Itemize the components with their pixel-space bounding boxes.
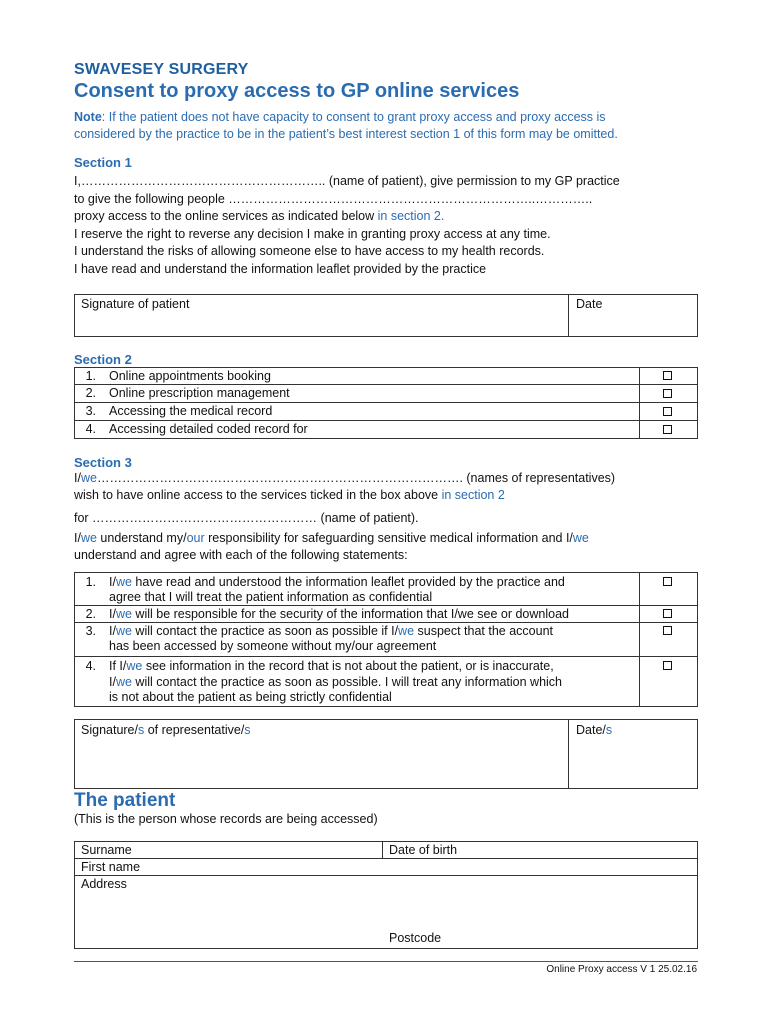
- we-text: we: [80, 471, 97, 485]
- statements-table-divider: [639, 572, 640, 707]
- statement-number: 2.: [85, 607, 96, 621]
- service-number: 4.: [85, 422, 96, 436]
- statement-4-line-1: [109, 659, 554, 673]
- we-text: we: [115, 575, 132, 589]
- responsibility-text: responsibility for safeguarding sensitive medical information and I/: [204, 531, 573, 545]
- signature-divider: [568, 294, 569, 337]
- services-row-line: [74, 402, 698, 403]
- statement-text: will contact the practice as soon as possible. I will treat any information which: [131, 675, 562, 689]
- we-text: we: [115, 624, 132, 638]
- we-text: we: [126, 659, 143, 673]
- statement-text: suspect that the account: [414, 624, 554, 638]
- section-3-line-4: [74, 530, 589, 548]
- checkbox-medical-record[interactable]: [663, 407, 672, 416]
- services-row-line: [74, 420, 698, 421]
- service-coded-record: Accessing detailed coded record for: [109, 422, 308, 436]
- date-text: Date/: [576, 723, 606, 737]
- statement-3-line-2: has been accessed by someone without my/our agreement: [109, 639, 437, 653]
- checkbox-statement-3[interactable]: [663, 626, 672, 635]
- section-2-heading: Section 2: [74, 352, 132, 367]
- service-number: 3.: [85, 404, 96, 418]
- date-of-birth-label[interactable]: Date of birth: [389, 843, 458, 857]
- we-text: we: [80, 531, 97, 545]
- checkbox-coded-record[interactable]: [663, 425, 672, 434]
- note-label: Note: [74, 110, 102, 124]
- section-3-line-5: understand and agree with each of the following statements:: [74, 548, 408, 562]
- checkbox-online-prescription[interactable]: [663, 389, 672, 398]
- statement-3-line-1: [109, 624, 553, 638]
- patient-date-label: Date: [576, 297, 603, 311]
- patient-signature-label: Signature of patient: [81, 297, 190, 311]
- services-table-divider: [639, 367, 640, 439]
- i-slash: I/: [74, 531, 81, 545]
- i-slash: I/: [109, 607, 116, 621]
- footer-rule: [74, 961, 698, 962]
- note: [74, 109, 618, 143]
- checkbox-statement-4[interactable]: [663, 661, 672, 670]
- statement-1-line-2: agree that I will treat the patient information as confidential: [109, 590, 433, 604]
- statement-4-line-2: [109, 675, 562, 689]
- statements-row-line: [74, 656, 698, 657]
- address-label[interactable]: Address: [81, 877, 127, 891]
- surname-label[interactable]: Surname: [81, 843, 132, 857]
- section-3-line-1: [74, 470, 615, 488]
- rep-signature-divider: [568, 719, 569, 789]
- service-online-appointments: Online appointments booking: [109, 369, 271, 383]
- section-1-line-3: [74, 208, 620, 226]
- representative-date-label: [576, 723, 612, 737]
- section-1-line-6: I have read and understand the information leaflet provided by the practice: [74, 261, 487, 276]
- representative-signature-label: [81, 723, 251, 737]
- checkbox-online-appointments[interactable]: [663, 371, 672, 380]
- section-3-line-3: for ……………………………………………… (name of patient).: [74, 511, 419, 525]
- i-slash: I/: [109, 575, 116, 589]
- checkbox-statement-2[interactable]: [663, 609, 672, 618]
- statement-number: 1.: [85, 575, 96, 589]
- services-row-line: [74, 384, 698, 385]
- statement-number: 3.: [85, 624, 96, 638]
- statement-text: will be responsible for the security of the information that I/we see or download: [131, 607, 569, 621]
- note-line-2: considered by the practice to be in the patient’s best interest section 1 of this form may be omitted.: [74, 127, 618, 141]
- plural-s: s: [244, 723, 251, 737]
- section-1-body: [74, 173, 620, 278]
- plural-s: s: [605, 723, 613, 737]
- service-number: 1.: [85, 369, 96, 383]
- patient-row-line: [74, 875, 698, 876]
- page-title: Consent to proxy access to GP online services: [74, 80, 520, 102]
- note-line-1: : If the patient does not have capacity to consent to grant proxy access and proxy access is: [101, 110, 606, 124]
- section-2-reference: in section 2.: [377, 209, 445, 223]
- section-1-line-4: I reserve the right to reverse any decision I make in granting proxy access at any time.: [74, 226, 551, 241]
- first-name-label[interactable]: First name: [81, 860, 141, 874]
- section-1-heading: Section 1: [74, 155, 132, 170]
- plural-s: s: [137, 723, 145, 737]
- section-2-link-text: in section 2: [441, 488, 505, 502]
- statement-1-line-1: [109, 575, 565, 589]
- statement-text: see information in the record that is not about the patient, or is inaccurate,: [142, 659, 554, 673]
- section-1-line-3-text: proxy access to the online services as indicated below: [74, 209, 378, 223]
- section-1-line-2: to give the following people ………………………………………………………………..…………..: [74, 191, 593, 206]
- statements-row-line: [74, 605, 698, 606]
- patient-subtitle: (This is the person whose records are being accessed): [74, 812, 378, 826]
- footer-version: Online Proxy access V 1 25.02.16: [546, 964, 697, 975]
- signature-text: Signature/: [81, 723, 138, 737]
- our-text: our: [186, 531, 205, 545]
- representatives-line: ……………………………………………………………………………. (names of representatives): [96, 471, 616, 485]
- section-1-line-1: I,………………………………………………….. (name of patient), give permission to my GP practice: [74, 174, 620, 188]
- we-text: we: [572, 531, 589, 545]
- service-number: 2.: [85, 386, 96, 400]
- statement-text: will contact the practice as soon as possible if I/: [131, 624, 399, 638]
- understand-text: understand my/: [96, 531, 187, 545]
- service-medical-record: Accessing the medical record: [109, 404, 273, 418]
- patient-heading: The patient: [74, 790, 176, 811]
- organisation-name: SWAVESEY SURGERY: [74, 61, 249, 78]
- statement-number: 4.: [85, 659, 96, 673]
- section-3-line-2: [74, 487, 505, 505]
- statement-text: have read and understood the information leaflet provided by the practice and: [131, 575, 565, 589]
- postcode-label[interactable]: Postcode: [389, 931, 442, 945]
- checkbox-statement-1[interactable]: [663, 577, 672, 586]
- statement-4-line-3: is not about the patient as being strictly confidential: [109, 690, 392, 704]
- of-representative-text: of representative/: [144, 723, 245, 737]
- service-online-prescription: Online prescription management: [109, 386, 290, 400]
- i-slash: I/: [109, 624, 116, 638]
- patient-col-divider: [382, 841, 383, 858]
- patient-row-line: [74, 858, 698, 859]
- statement-2-line-1: [109, 607, 569, 621]
- if-i-slash: If I/: [109, 659, 127, 673]
- we-text: we: [398, 624, 415, 638]
- we-text: we: [115, 675, 132, 689]
- wish-text: wish to have online access to the services ticked in the box above: [74, 488, 442, 502]
- statements-row-line: [74, 622, 698, 623]
- section-1-line-5: I understand the risks of allowing someone else to have access to my health records.: [74, 244, 545, 258]
- i-slash: I/: [109, 675, 116, 689]
- i-slash: I/: [74, 471, 81, 485]
- we-text: we: [115, 607, 132, 621]
- section-3-heading: Section 3: [74, 455, 132, 470]
